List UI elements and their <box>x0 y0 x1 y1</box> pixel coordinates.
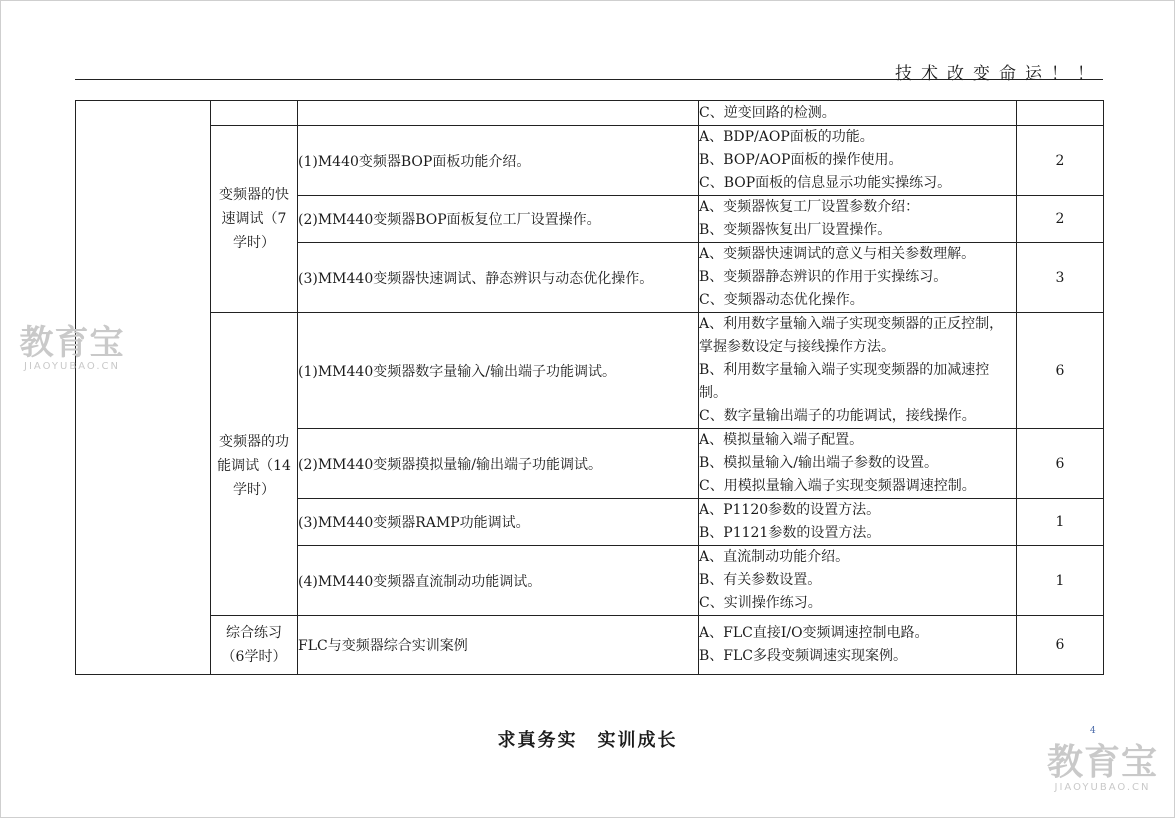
table-row <box>76 616 1104 675</box>
watermark-site-text: JIAOYUBAO.CN <box>1054 782 1151 793</box>
hours-cell: 1 <box>1017 546 1104 616</box>
hours-cell: 3 <box>1017 243 1104 313</box>
content-cell <box>699 196 1017 243</box>
project-cell: (3)MM440变频器RAMP功能调试。 <box>298 499 699 546</box>
content-line: B、BOP/AOP面板的操作使用。 <box>699 152 903 168</box>
project-cell: (4)MM440变频器直流制动功能调试。 <box>298 546 699 616</box>
content-line: B、模拟量输入/输出端子参数的设置。 <box>699 455 939 471</box>
watermark-logo <box>2 323 142 372</box>
content-line: B、有关参数设置。 <box>699 572 822 588</box>
module-cell: 变频器的快速调试（7学时） <box>211 126 298 313</box>
project-cell: (2)MM440变频器BOP面板复位工厂设置操作。 <box>298 196 699 243</box>
watermark-logo <box>1040 742 1165 793</box>
content-cell <box>699 126 1017 196</box>
content-line: C、BOP面板的信息显示功能实操练习。 <box>699 175 952 191</box>
content-line: C、逆变回路的检测。 <box>699 104 836 121</box>
hours-cell: 6 <box>1017 313 1104 429</box>
content-line: C、数字量输出端子的功能调试，接线操作。 <box>699 408 976 424</box>
content-line: A、直流制动功能介绍。 <box>699 549 850 565</box>
table-row <box>76 313 1104 429</box>
content-line: C、用模拟量输入端子实现变频器调速控制。 <box>699 478 976 494</box>
module-cell: 变频器的功能调试（14学时） <box>211 313 298 616</box>
hours-cell: 6 <box>1017 616 1104 675</box>
watermark-logo-text: 教育宝 <box>19 323 125 363</box>
project-cell: FLC与变频器综合实训案例 <box>298 616 699 675</box>
footer-motto: 求真务实 实训成长 <box>497 730 678 751</box>
watermark-logo-text: 教育宝 <box>1046 742 1158 783</box>
module-cell <box>211 101 298 126</box>
header-rule <box>75 79 1103 80</box>
hours-cell: 1 <box>1017 499 1104 546</box>
content-cell <box>699 243 1017 313</box>
content-line: B、利用数字量输入端子实现变频器的加减速控制。 <box>699 362 990 401</box>
project-cell <box>298 101 699 126</box>
content-line: B、变频器恢复出厂设置操作。 <box>699 222 892 238</box>
content-cell <box>699 616 1017 675</box>
content-line: C、实训操作练习。 <box>699 595 822 611</box>
content-cell <box>699 313 1017 429</box>
hours-cell: 2 <box>1017 196 1104 243</box>
content-line: A、变频器恢复工厂设置参数介绍： <box>699 199 920 215</box>
content-line: A、BDP/AOP面板的功能。 <box>699 129 874 145</box>
content-line: A、FLC直接I/O变频调速控制电路。 <box>699 625 929 641</box>
project-cell: (3)MM440变频器快速调试、静态辨识与动态优化操作。 <box>298 243 699 313</box>
table-row <box>76 126 1104 196</box>
page-number: 4 <box>1090 726 1096 736</box>
watermark-site-text: JIAOYUBAO.CN <box>24 361 120 372</box>
content-line: A、利用数字量输入端子实现变频器的正反控制，掌握参数设定与接线操作方法。 <box>699 316 1004 355</box>
hours-cell <box>1017 101 1104 126</box>
module-cell: 综合练习（6学时） <box>211 616 298 675</box>
content-line: A、模拟量输入端子配置。 <box>699 432 864 448</box>
curriculum-table <box>75 100 1104 675</box>
table-row <box>76 101 1104 126</box>
hours-cell: 2 <box>1017 126 1104 196</box>
content-cell <box>699 429 1017 499</box>
content-line: A、P1120参数的设置方法。 <box>699 502 881 518</box>
content-line: B、FLC多段变频调速实现案例。 <box>699 648 908 664</box>
content-cell <box>699 546 1017 616</box>
content-cell <box>699 499 1017 546</box>
header-motto: 技术改变命运！！ <box>895 64 1103 84</box>
project-cell: (1)M440变频器BOP面板功能介绍。 <box>298 126 699 196</box>
content-cell <box>699 101 1017 126</box>
chapter-cell <box>76 101 211 675</box>
project-cell: (1)MM440变频器数字量输入/输出端子功能调试。 <box>298 313 699 429</box>
content-line: B、P1121参数的设置方法。 <box>699 525 881 541</box>
content-line: A、变频器快速调试的意义与相关参数理解。 <box>699 246 976 262</box>
content-line: C、变频器动态优化操作。 <box>699 292 864 308</box>
content-line: B、变频器静态辨识的作用于实操练习。 <box>699 269 948 285</box>
hours-cell: 6 <box>1017 429 1104 499</box>
project-cell: (2)MM440变频器摸拟量输/输出端子功能调试。 <box>298 429 699 499</box>
